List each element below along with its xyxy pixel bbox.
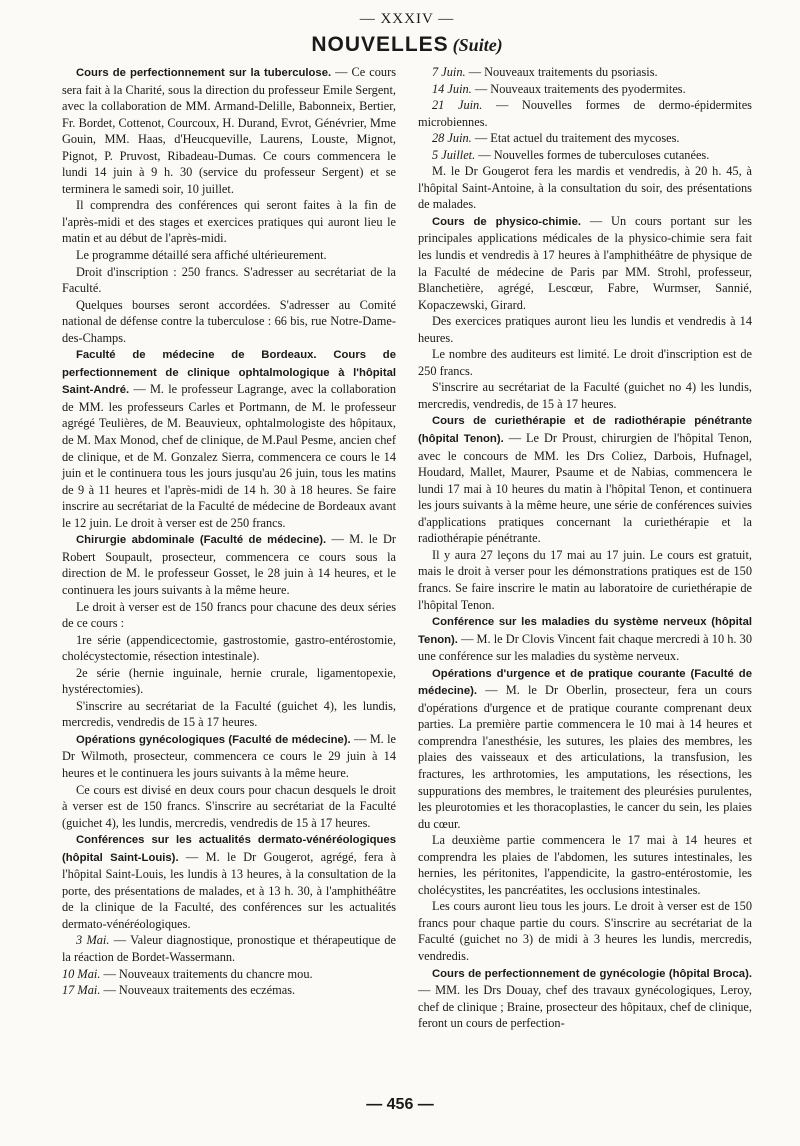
paragraph-text: Il comprendra des conférences qui seront faites à la fin de l'après-midi et des stages et exercices pratiques qui auront lieu le matin et au début de l'après-midi. xyxy=(62,198,396,246)
roman-page-number: — XXXIV — xyxy=(359,11,455,27)
notice-title: Conférences sur les actualités dermato-vénéréologiques (hôpital Saint-Louis). xyxy=(62,834,396,864)
paragraph xyxy=(62,932,396,965)
paragraph xyxy=(418,97,752,130)
notice-title: Cours de physico-chimie. xyxy=(432,215,581,228)
paragraph xyxy=(418,213,752,313)
paragraph-text: — M. le Dr Clovis Vincent fait chaque mercredi à 10 h. 30 une conférence sur les maladies du système nerveux. xyxy=(418,631,752,664)
notice-title: Chirurgie abdominale (Faculté de médecine). xyxy=(76,534,327,547)
lecture-date: 5 Juillet. xyxy=(432,147,476,162)
lecture-date: 17 Mai. xyxy=(62,983,101,998)
paragraph-text: M. le Dr Gougerot fera les mardis et vendredis, à 20 h. 45, à l'hôpital Saint-Antoine, à la consultation du soir, des présentations de malades. xyxy=(418,164,752,212)
paragraph-text: 1re série (appendicectomie, gastrostomie, gastro-entérostomie, cholécystectomie, résection intestinale). xyxy=(62,632,396,664)
paragraph xyxy=(62,966,396,983)
paragraph-text: Ce cours est divisé en deux cours pour chacun desquels le droit à verser est de 150 francs. S'inscrire au secrétariat de la Faculté (guichet 4), les lundis, mercredis, vendredis de 15 à 17 heures. xyxy=(62,782,396,830)
paragraph-text: — MM. les Drs Douay, chef des travaux gynécologiques, Leroy, chef de clinique ; Braine, prosecteur des hôpitaux, chef de clinique, feront un cours de perfection- xyxy=(418,983,752,1031)
lecture-date: 3 Mai. xyxy=(76,933,110,948)
paragraph xyxy=(418,147,752,164)
paragraph xyxy=(418,832,752,898)
paragraph-text: — Ce cours sera fait à la Charité, sous la direction du professeur Emile Sergent, avec la collaboration de MM. Armand-Delille, Babonneix, Bertier, Fr. Bordet, Cottenot, Courcoux, H. Durand, Evrot, Génévrier, Mme Gouin, MM. Haas, d'Heucqueville, Laurens, Louste, Mignot, Pignot, P. Pruvost, Ribadeau-Dumas. Ce cours commencera le lundi 14 juin à 9 h. 30 (service du professeur Sergent) et se terminera le samedi soir, 10 juillet. xyxy=(62,65,396,196)
lecture-date: 7 Juin. xyxy=(432,65,466,79)
paragraph xyxy=(62,64,396,197)
two-column-body xyxy=(62,64,752,1032)
paragraph-text: Le droit à verser est de 150 francs pour chacune des deux séries de ce cours : xyxy=(62,599,396,631)
paragraph xyxy=(62,698,396,731)
paragraph-text: — M. le professeur Lagrange, avec la collaboration de MM. les professeurs Carles et Portmann, de M. le professeur agrégé Teulières, de M. Beauvieux, ophtalmologiste des hôpitaux, de M. Max Monod, chef de clinique, de M.Paul Pesme, ancien chef de clinique, et de M. Gonzalez Sierra, commencera ce cours le 14 juin et le continuera tous les jours jusqu'au 26 juin, tous les matins de 9 à 11 heures et l'après-midi de 14 h. 30 à 18 heures. Se faire inscrire au secrétariat de la Faculté de médecine de Bordeaux avant le 12 juin. Le droit à verser est de 250 francs. xyxy=(62,382,396,530)
paragraph xyxy=(418,379,752,412)
paragraph-text: — M. le Dr Gougerot, agrégé, fera à l'hôpital Saint-Louis, les lundis à 13 heures, à la consultation de la porte, des présentations de malades, et à 13 h. 30, à l'amphithéâtre de la clinique de la Faculté, des conférences sur les actualités dermato-vénéréologiques. xyxy=(62,849,396,931)
paragraph xyxy=(418,898,752,964)
section-heading xyxy=(62,30,752,60)
paragraph xyxy=(418,965,752,1032)
paragraph-text: Les cours auront lieu tous les jours. Le droit à verser est de 150 francs pour chaque partie du cours. S'inscrire au secrétariat de la Faculté (guichet no 3) de midi à 3 heures les lundis, mercredis, vendredis. xyxy=(418,899,752,963)
paragraph-text: Le programme détaillé sera affiché ultérieurement. xyxy=(76,248,327,263)
notice-title: Faculté de médecine de Bordeaux. Cours de perfectionnement de clinique ophtalmologique à l'hôpital Saint-André. xyxy=(62,349,396,397)
right-column xyxy=(418,64,752,1032)
left-column xyxy=(62,64,396,1032)
paragraph-text: — Le Dr Proust, chirurgien de l'hôpital Tenon, avec le concours de MM. les Drs Coliez, Darbois, Hufnagel, Houdard, Mallet, Maurer, Psaume et de Nabias, commencera le lundi 17 mai à 10 heures du matin à l'hôpital Tenon, et continuera les jours suivants à la même heure, une série de conférences suivies d'applications pratiques concernant la curiethérapie et la radiothérapie pénétrante. xyxy=(418,431,753,546)
paragraph xyxy=(418,313,752,346)
paragraph-text: — M. le Dr Robert Soupault, prosecteur, commencera ce cours sous la direction de M. le professeur Gosset, le 28 juin à 14 heures, et le continuera les jours suivants à la même heure. xyxy=(62,532,396,597)
paragraph xyxy=(62,197,396,247)
paragraph xyxy=(62,665,396,698)
paragraph-text: Le nombre des auditeurs est limité. Le droit d'inscription est de 250 francs. xyxy=(418,347,752,378)
paragraph xyxy=(62,264,396,297)
paragraph-text: Il y aura 27 leçons du 17 mai au 17 juin. Le cours est gratuit, mais le droit à verser pour les démonstrations pratiques est de 150 francs. Se faire inscrire le matin au laboratoire de curiethérapie de l'hôpital Tenon. xyxy=(418,547,752,612)
paragraph xyxy=(62,982,396,999)
paragraph-text: — Valeur diagnostique, pronostique et thérapeutique de la réaction de Bordet-Wassermann. xyxy=(62,933,396,964)
lecture-date: 14 Juin. xyxy=(432,81,472,96)
paragraph xyxy=(418,665,752,832)
paragraph xyxy=(62,782,396,832)
paragraph xyxy=(418,412,752,546)
notice-title: Conférence sur les maladies du système nerveux (hôpital Tenon). xyxy=(418,616,752,646)
paragraph-text: — M. le Dr Oberlin, prosecteur, fera un cours d'opérations d'urgence et de pratique courante comprenant deux parties. La première partie commencera le 10 mai à 14 heures et comprendra l'anesthésie, les sutures, les plaies des membres, les plaies des vaisseaux et des articulations, la transfusion, les fractures, les arthrotomies, les amputations, les résections, les suppurations des membres, le traitement des pleurésies purulentes, les pleurotomies et les thoracoplasties, le cancer du sein, les plaies du cœur. xyxy=(418,683,752,831)
paragraph xyxy=(418,547,752,613)
notice-title: Opérations d'urgence et de pratique courante (Faculté de médecine). xyxy=(418,667,752,698)
notice-title: Cours de curiethérapie et de radiothérapie pénétrante (hôpital Tenon). xyxy=(418,415,752,446)
section-title: NOUVELLES xyxy=(311,33,449,56)
notice-title: Cours de perfectionnement de gynécologie (hôpital Broca). xyxy=(432,967,752,980)
paragraph-text: Quelques bourses seront accordées. S'adresser au Comité national de défense contre la tuberculose : 66 bis, rue Notre-Dame-des-Champs. xyxy=(62,297,396,345)
lecture-date: 21 Juin. xyxy=(432,98,483,113)
paragraph-text: Droit d'inscription : 250 francs. S'adresser au secrétariat de la Faculté. xyxy=(62,264,396,296)
paragraph-text: — Nouveaux traitements des eczémas. xyxy=(100,983,296,998)
paragraph xyxy=(418,64,752,81)
paragraph xyxy=(62,632,396,665)
paragraph xyxy=(418,346,752,379)
notice-title: Opérations gynécologiques (Faculté de médecine). xyxy=(76,733,351,746)
paragraph xyxy=(418,163,752,213)
paragraph xyxy=(62,346,396,531)
paragraph xyxy=(62,831,396,932)
paragraph-text: S'inscrire au secrétariat de la Faculté (guichet 4), les lundis, mercredis, vendredis de 15 à 17 heures. xyxy=(62,698,396,730)
paragraph-text: — M. le Dr Wilmoth, prosecteur, commencera ce cours le 29 juin à 14 heures et le continuera les jours suivants à la même heure. xyxy=(62,731,396,780)
paragraph xyxy=(62,731,396,782)
paragraph-text: La deuxième partie commencera le 17 mai à 14 heures et comprendra les plaies de l'abdomen, les sutures intestinales, les hernies, les péritonites, l'appendicite, la gastro-entérostomie, les cholécystites, les pancréatites, les occlusions intestinales. xyxy=(418,833,752,897)
paragraph-text: — Nouveaux traitements du chancre mou. xyxy=(100,966,313,981)
paragraph-text: — Nouveaux traitements du psoriasis. xyxy=(465,65,658,79)
paragraph xyxy=(418,130,752,147)
page-number: — 456 — xyxy=(366,1096,434,1113)
paragraph-text: — Nouveaux traitements des pyodermites. xyxy=(471,81,686,96)
paragraph xyxy=(62,247,396,264)
paragraph-text: 2e série (hernie inguinale, hernie crurale, ligamentopexie, hystérectomies). xyxy=(62,665,396,697)
paragraph xyxy=(62,531,396,598)
paragraph-text: — Nouvelles formes de dermo-épidermites microbiennes. xyxy=(418,98,752,129)
section-suffix: (Suite) xyxy=(452,35,503,55)
paragraph-text: Des exercices pratiques auront lieu les lundis et vendredis à 14 heures. xyxy=(418,314,752,345)
paragraph-text: — Un cours portant sur les principales applications médicales de la physico-chimie sera fait les lundis et vendredis à 17 heures à l'amphithéâtre de physique de la Faculté de médecine de Paris par MM. Strohl, professeur, Blanchetière, agrégé, Lescœur, Fabre, Wurmser, Sannié, Kopaczewski, Girard. xyxy=(418,213,752,312)
lecture-date: 10 Mai. xyxy=(62,966,101,981)
paragraph xyxy=(418,613,752,665)
paragraph xyxy=(418,81,752,98)
lecture-date: 28 Juin. xyxy=(432,131,472,146)
paragraph-text: — Etat actuel du traitement des mycoses. xyxy=(471,131,680,146)
paragraph xyxy=(62,599,396,632)
paragraph-text: S'inscrire au secrétariat de la Faculté (guichet no 4) les lundis, mercredis, vendredis, de 15 à 17 heures. xyxy=(418,380,752,411)
paragraph-text: — Nouvelles formes de tuberculoses cutanées. xyxy=(475,147,710,162)
paragraph xyxy=(62,297,396,347)
notice-title: Cours de perfectionnement sur la tuberculose. xyxy=(76,67,332,79)
